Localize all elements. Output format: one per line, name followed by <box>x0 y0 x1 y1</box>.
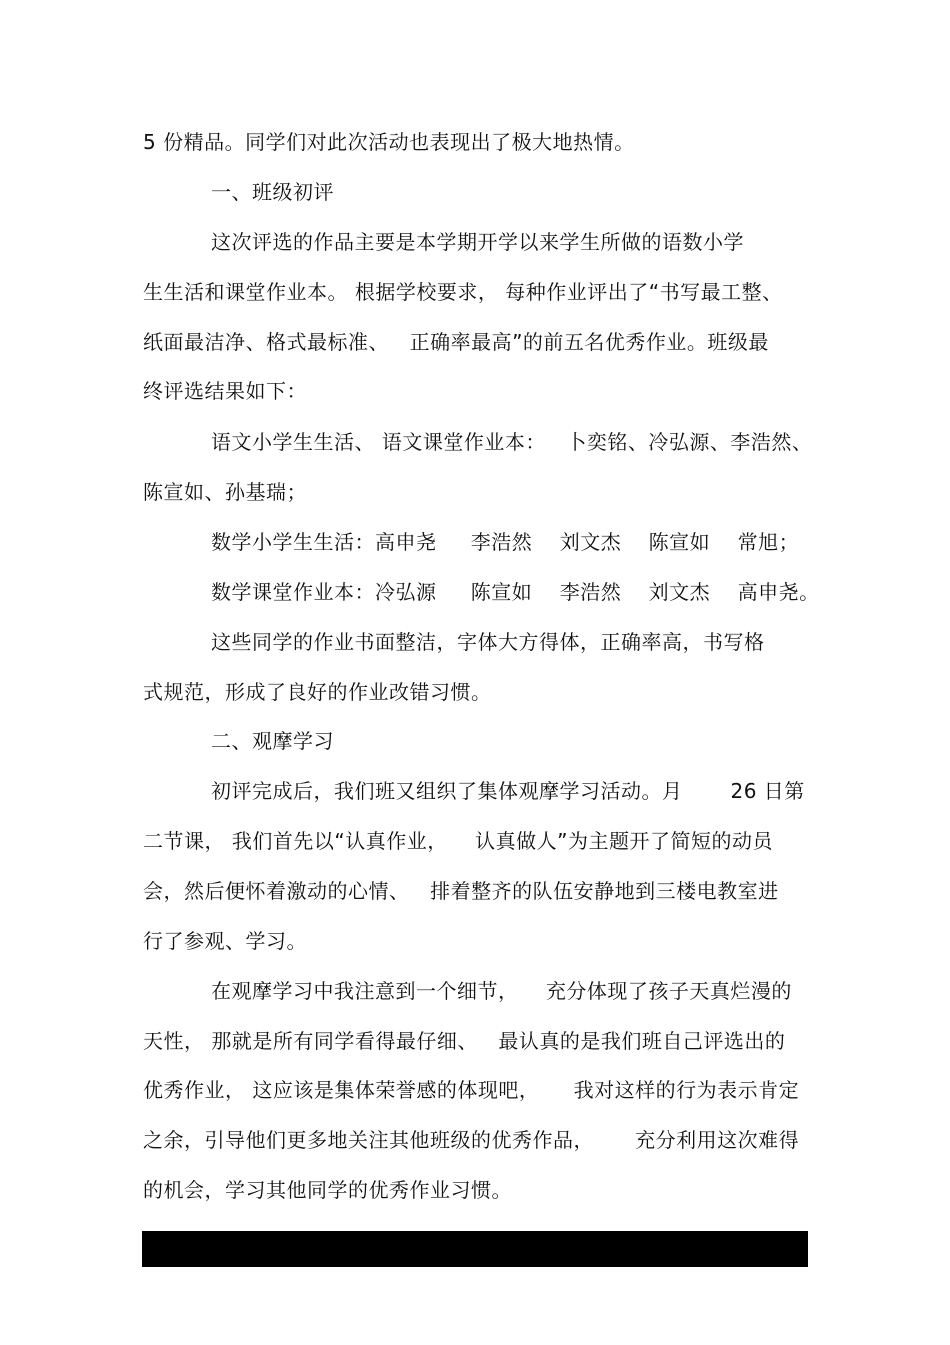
text-line: 生生活和课堂作业本。 根据学校要求， 每种作业评出了“书写最工整、 <box>143 280 783 304</box>
text-line: 这些同学的作业书面整洁，字体大方得体，正确率高，书写格 <box>211 630 765 654</box>
section-heading: 二、观摩学习 <box>211 729 334 753</box>
text-line: 天性， 那就是所有同学看得最仔细、 最认真的是我们班自己评选出的 <box>143 1029 786 1053</box>
text-line: 语文小学生生活、 语文课堂作业本： 卜奕铭、冷弘源、李浩然、 <box>211 430 813 454</box>
text-line: 会，然后便怀着激动的心情、 排着整齐的队伍安静地到三楼电教室进 <box>143 879 779 903</box>
text-line: 数学小学生生活：高申尧 李浩然 刘文杰 陈宣如 常旭； <box>211 530 800 554</box>
text-line: 5 份精品。同学们对此次活动也表现出了极大地热情。 <box>143 130 635 154</box>
text-line: 纸面最洁净、格式最标准、 正确率最高”的前五名优秀作业。班级最 <box>143 330 769 354</box>
text-line: 终评选结果如下： <box>143 379 307 403</box>
text-line: 二节课， 我们首先以“认真作业， 认真做人”为主题开了简短的动员 <box>143 829 774 853</box>
text-line: 数学课堂作业本：冷弘源 陈宣如 李浩然 刘文杰 高申尧。 <box>211 580 820 604</box>
text-line: 式规范，形成了良好的作业改错习惯。 <box>143 680 492 704</box>
text-line: 这次评选的作品主要是本学期开学以来学生所做的语数小学 <box>211 230 744 254</box>
redaction-bar <box>142 1231 808 1267</box>
text-line: 的机会，学习其他同学的优秀作业习惯。 <box>143 1178 512 1202</box>
text-line: 优秀作业， 这应该是集体荣誉感的体现吧， 我对这样的行为表示肯定 <box>143 1078 800 1102</box>
text-line: 之余，引导他们更多地关注其他班级的优秀作品， 充分利用这次难得 <box>143 1128 800 1152</box>
section-heading: 一、班级初评 <box>211 180 334 204</box>
text-line: 初评完成后，我们班又组织了集体观摩学习活动。月 26 日第 <box>211 779 805 803</box>
text-line: 陈宣如、孙基瑞； <box>143 480 307 504</box>
text-line: 在观摩学习中我注意到一个细节， 充分体现了孩子天真烂漫的 <box>211 979 792 1003</box>
text-line: 行了参观、学习。 <box>143 929 307 953</box>
